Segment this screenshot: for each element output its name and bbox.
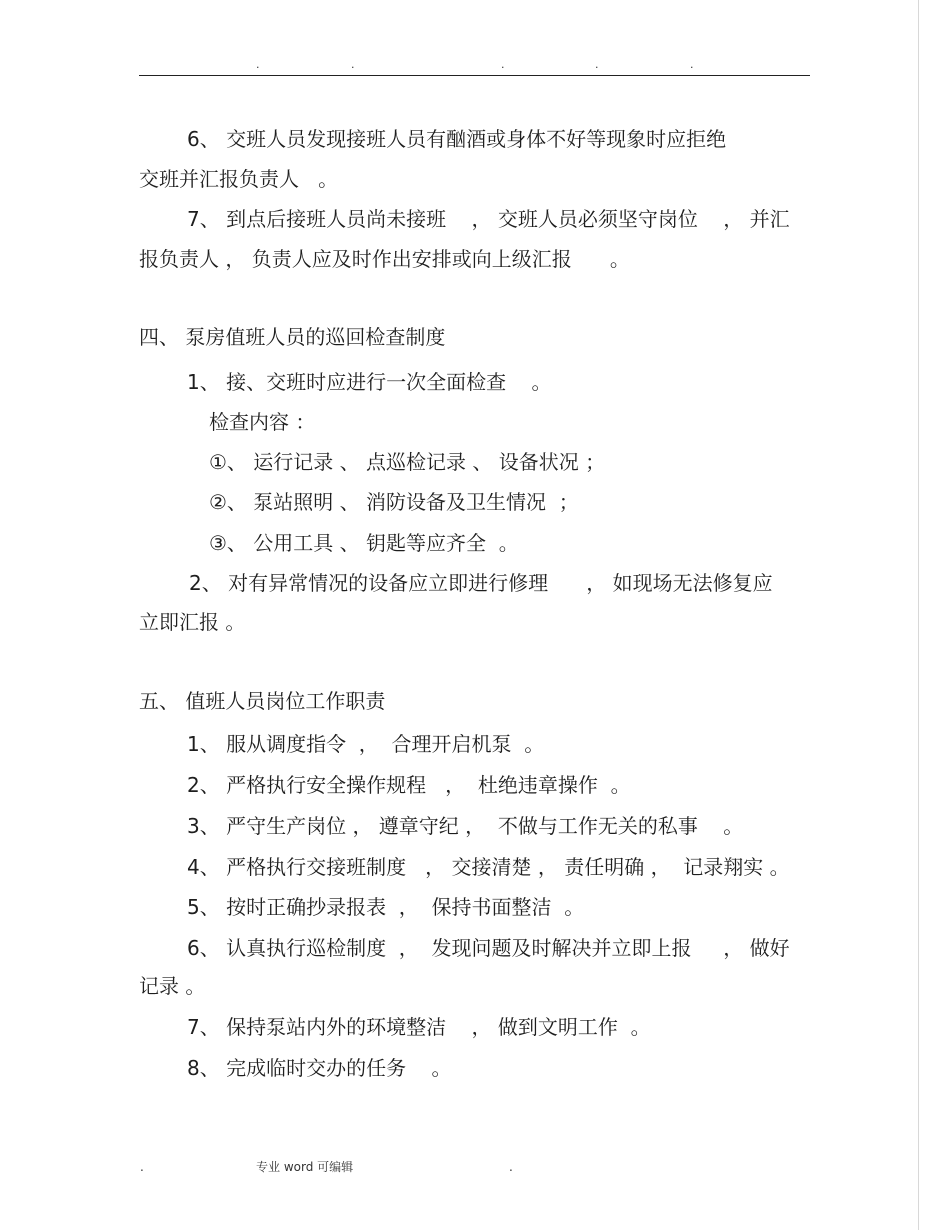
- paragraph-line: 6、 交班人员发现接班人员有酗酒或身体不好等现象时应拒绝: [187, 127, 727, 151]
- header-dot: .: [351, 58, 355, 71]
- paragraph-line: 交班并汇报负责人 。: [139, 167, 339, 191]
- footer-text: 专业 word 可编辑: [256, 1160, 354, 1174]
- header-rule: [139, 75, 810, 76]
- paragraph-line: 2、 对有异常情况的设备应立即进行修理 ， 如现场无法修复应: [189, 571, 773, 595]
- paragraph-line: 1、 服从调度指令 ， 合理开启机泵 。: [187, 732, 545, 756]
- paragraph-line: 检查内容 ：: [209, 410, 316, 434]
- paragraph-line: 5、 按时正确抄录报表 ， 保持书面整洁 。: [187, 895, 585, 919]
- list-item: ②、 泵站照明 、 消防设备及卫生情况 ；: [209, 490, 579, 514]
- header-dot: .: [256, 58, 260, 71]
- paragraph-line: 7、 到点后接班人员尚未接班 ， 交班人员必须坚守岗位 ， 并汇: [187, 207, 790, 231]
- section-heading: 五、 值班人员岗位工作职责: [139, 689, 386, 713]
- paragraph-line: 8、 完成临时交办的任务 。: [187, 1056, 452, 1080]
- paragraph-line: 报负责人 ， 负责人应及时作出安排或向上级汇报 。: [139, 247, 630, 271]
- page-footer: [0, 1158, 950, 1176]
- page-header: [0, 58, 950, 72]
- header-dot: .: [501, 58, 505, 71]
- paragraph-line: 7、 保持泵站内外的环境整洁 ， 做到文明工作 。: [187, 1015, 651, 1039]
- footer-dot: .: [509, 1160, 513, 1174]
- footer-dot: .: [140, 1160, 144, 1174]
- paragraph-line: 记录 。: [139, 974, 206, 998]
- page-edge: [918, 0, 919, 1230]
- list-item: ③、 公用工具 、 钥匙等应齐全 。: [209, 531, 519, 555]
- paragraph-line: 3、 严守生产岗位 ， 遵章守纪 ， 不做与工作无关的私事 。: [187, 814, 744, 838]
- header-dot: .: [595, 58, 599, 71]
- paragraph-line: 2、 严格执行安全操作规程 ， 杜绝违章操作 。: [187, 773, 631, 797]
- paragraph-line: 4、 严格执行交接班制度 ， 交接清楚 ， 责任明确 ， 记录翔实 。: [187, 855, 790, 879]
- paragraph-line: 立即汇报 。: [139, 610, 246, 634]
- section-heading: 四、 泵房值班人员的巡回检查制度: [139, 325, 446, 349]
- paragraph-line: 6、 认真执行巡检制度 ， 发现问题及时解决并立即上报 ， 做好: [187, 936, 790, 960]
- header-dot: .: [690, 58, 694, 71]
- paragraph-line: 1、 接、交班时应进行一次全面检查 。: [187, 370, 552, 394]
- list-item: ①、 运行记录 、 点巡检记录 、 设备状况 ；: [209, 450, 606, 474]
